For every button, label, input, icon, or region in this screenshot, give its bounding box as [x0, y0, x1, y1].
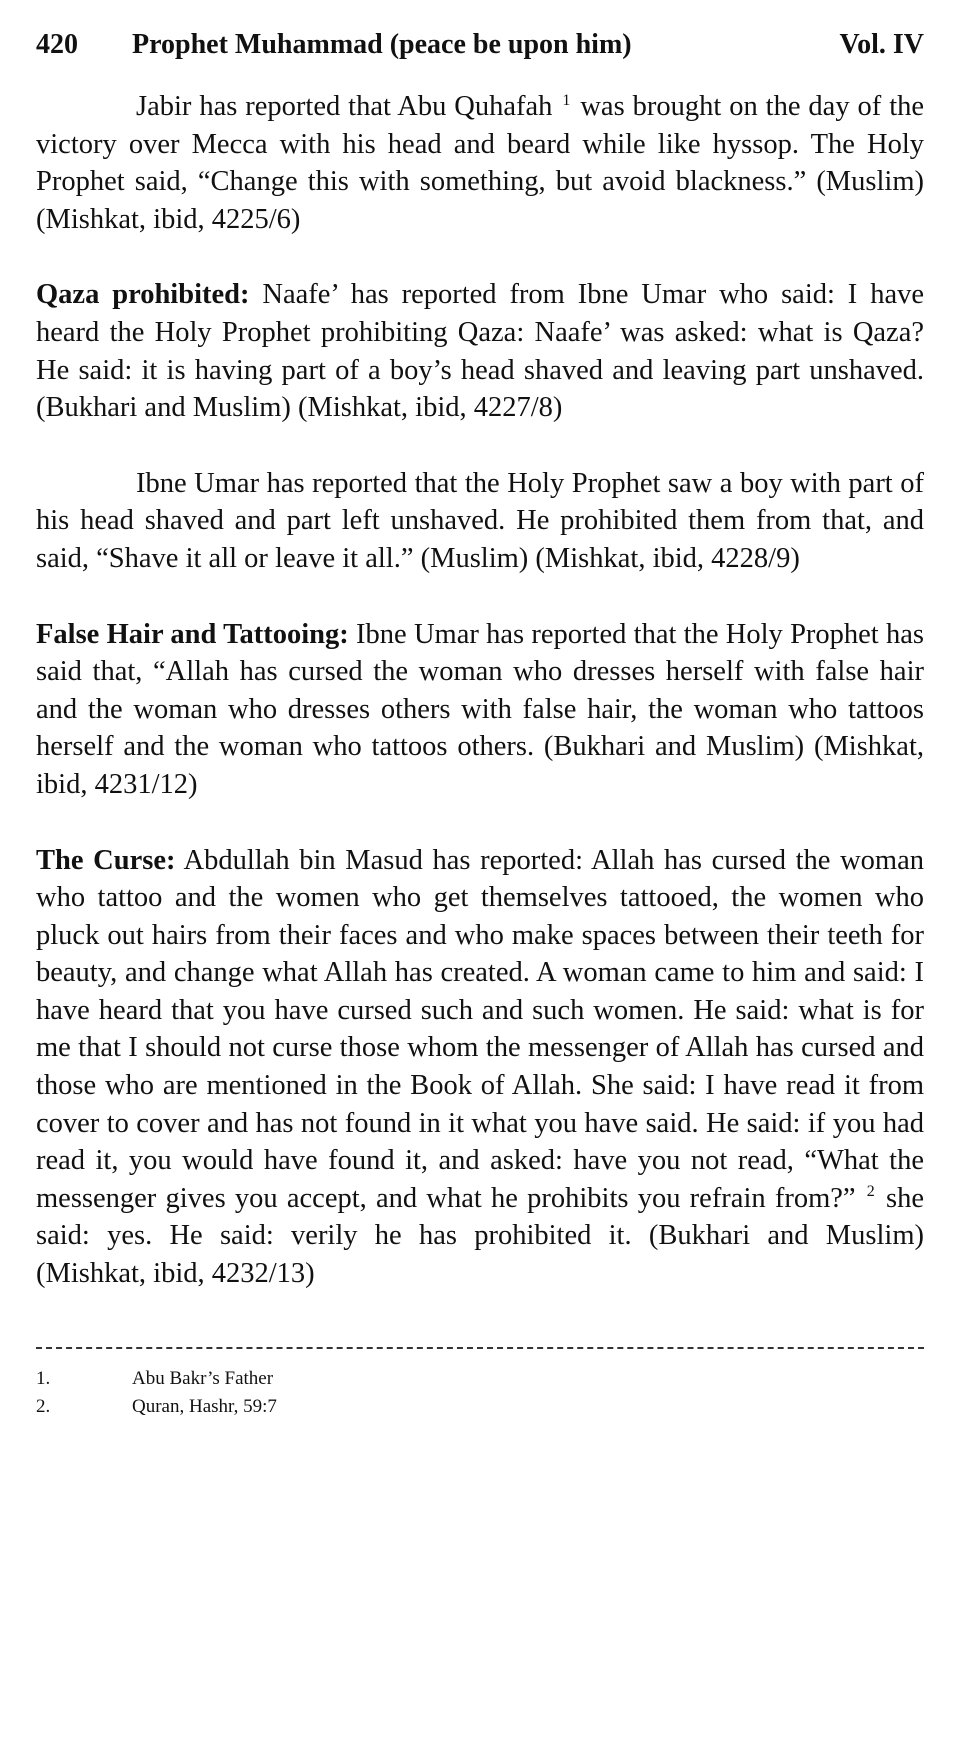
paragraph-qaza-prohibited: [36, 276, 924, 426]
paragraph-abu-quhafah: [36, 88, 924, 238]
paragraph-text: Abdullah bin Masud has reported: Allah has cursed the woman who tattoo and the women who get themselves tattooed, the women who pluck out hairs from their faces and who make spaces between their teeth for beauty, and change what Allah has created. A woman came to him and said: I have heard that you have cursed such and such women. He said: what is for me that I should not curse those whom the messenger of Allah has cursed and those who are mentioned in the Book of Allah. She said: I have read it from cover to cover and has not found in it what you have said. He said: if you had read it, you would have found it, and asked: have you not read, “What the messenger gives you accept, and what he prohibits you refrain from?”: [36, 844, 924, 1214]
footnote-divider: [36, 1347, 924, 1349]
footnote-item: [36, 1393, 924, 1421]
section-heading: Qaza prohibited:: [36, 279, 250, 311]
page-number: 420: [36, 29, 78, 60]
paragraph-text: was brought on the day of the victory over Mecca with his head and beard while like hyssop. The Holy Prophet said, “Change this with something, but avoid blackness.” (Muslim) (Mishkat, ibid, 4225/6): [36, 91, 925, 235]
paragraph-text: Ibne Umar has reported that the Holy Prophet has said that, “Allah has cursed the woman who dresses herself with false hair and the woman who dresses others with false hair, the woman who tattoos herself and the woman who tattoos others. (Bukhari and Muslim) (Mishkat, ibid, 4231/12): [36, 618, 925, 800]
footnote-text: Quran, Hashr, 59:7: [132, 1395, 277, 1417]
paragraph-the-curse: [36, 842, 924, 1293]
footnote-ref: 1: [562, 91, 571, 109]
paragraph-ibne-umar: [36, 465, 924, 578]
paragraph-text: Jabir has reported that Abu Quhafah: [136, 91, 553, 122]
section-heading: The Curse:: [36, 844, 176, 876]
paragraph-text: she said: yes. He said: verily he has prohibited it. (Bukhari and Muslim) (Mishkat, ibid, 4232/13): [36, 1182, 925, 1290]
volume-label: Vol. IV: [839, 29, 924, 60]
paragraph-text: Naafe’ has reported from Ibne Umar who said: I have heard the Holy Prophet prohibiting Qaza: Naafe’ was asked: what is Qaza? He said: it is having part of a boy’s head shaved and leaving part unshaved. (Bukhari and Muslim) (Mishkat, ibid, 4227/8): [36, 279, 925, 424]
footnotes: [36, 1365, 924, 1421]
footnote-ref: 2: [866, 1183, 875, 1201]
footnote-text: Abu Bakr’s Father: [132, 1367, 274, 1389]
footnote-number: 2.: [36, 1395, 51, 1417]
section-heading: False Hair and Tattooing:: [36, 618, 349, 650]
running-title: Prophet Muhammad (peace be upon him): [132, 29, 632, 60]
paragraph-false-hair: [36, 616, 924, 804]
footnote-number: 1.: [36, 1367, 51, 1389]
footnote-item: [36, 1365, 924, 1393]
paragraph-text: Ibne Umar has reported that the Holy Prophet saw a boy with part of his head shaved and part left unshaved. He prohibited them from that, and said, “Shave it all or leave it all.” (Muslim) (Mishkat, ibid, 4228/9): [36, 467, 924, 574]
page-header: [36, 28, 924, 62]
document-page: [36, 28, 924, 1421]
